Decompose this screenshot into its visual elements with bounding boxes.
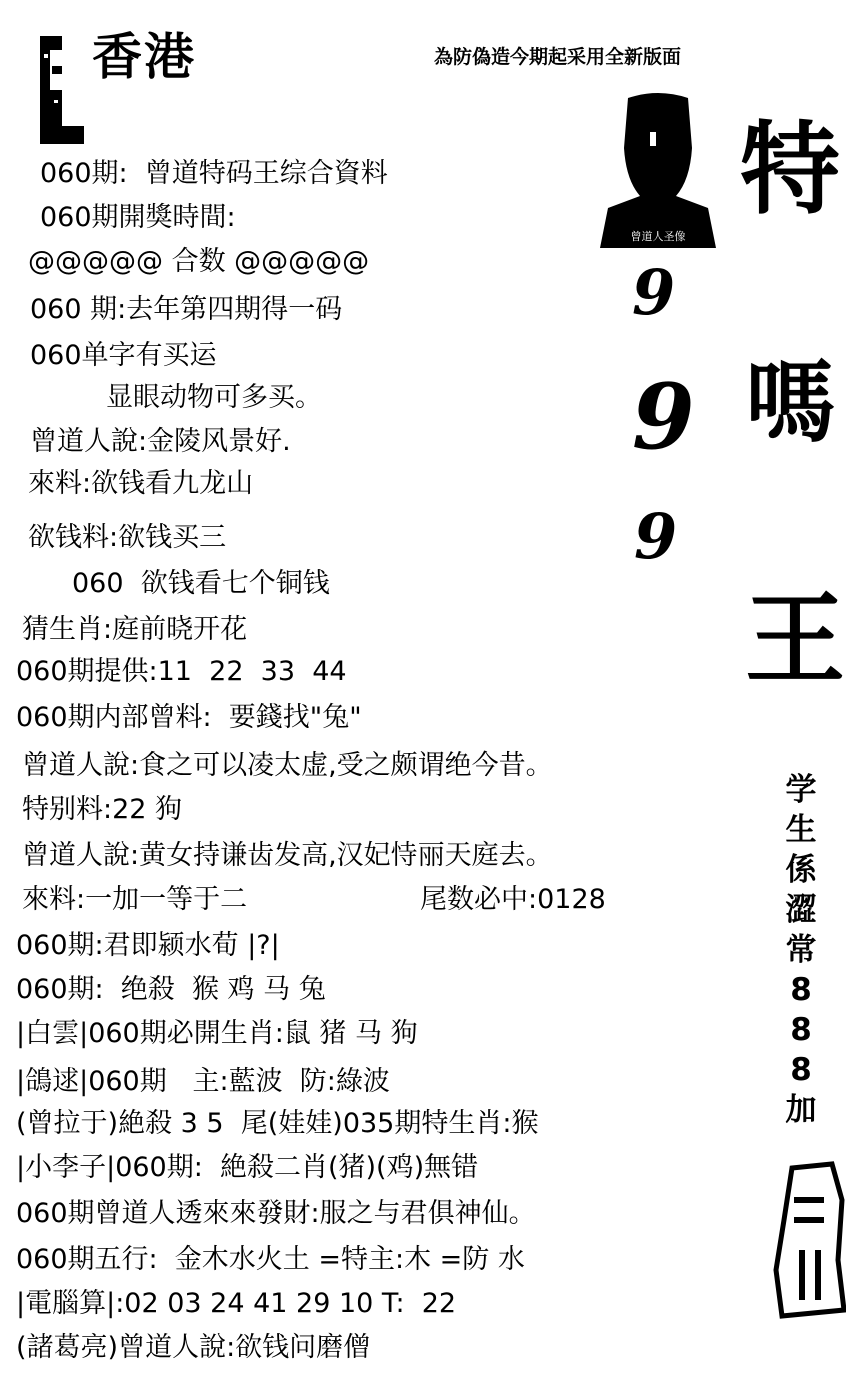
number-nine-1: 9 xyxy=(632,256,676,329)
text-line: 060期内部曾料: 要錢找"兔" xyxy=(16,702,362,733)
number-nine-3: 9 xyxy=(634,500,678,573)
big-char-2: 嗎 xyxy=(745,350,835,455)
vertical-char: 8 xyxy=(790,1052,812,1088)
text-line: 060期: 曾道特码王综合資料 xyxy=(40,158,388,189)
text-line: |鴿逑|060期 主:藍波 防:綠波 xyxy=(16,1066,390,1097)
text-line: 尾数必中:0128 xyxy=(420,884,606,915)
text-line: 來料:欲钱看九龙山 xyxy=(28,468,254,499)
text-line: 曾道人說:金陵风景好. xyxy=(30,426,291,457)
text-line: 060单字有买运 xyxy=(30,340,217,371)
logo-mark xyxy=(38,30,88,150)
text-line: |小李子|060期: 絶殺二肖(猪)(鸡)無错 xyxy=(16,1152,479,1183)
vertical-char: 学 xyxy=(785,772,817,808)
text-line: 060 欲钱看七个铜钱 xyxy=(72,568,330,599)
text-line: 060期:君即颍水荀 |?| xyxy=(16,930,280,961)
text-line: (諸葛亮)曾道人說:欲钱问磨僧 xyxy=(16,1332,371,1363)
vertical-char: 8 xyxy=(790,972,812,1008)
text-line: 060 期:去年第四期得一码 xyxy=(30,294,343,325)
text-line: 显眼动物可多买。 xyxy=(106,382,322,413)
vertical-char: 生 xyxy=(785,812,817,848)
text-line: 曾道人說:食之可以凌太虚,受之颇谓绝今昔。 xyxy=(22,750,553,781)
vertical-char: 加 xyxy=(785,1092,817,1128)
portrait-caption: 曾道人圣像 xyxy=(630,230,686,243)
vertical-char: 8 xyxy=(790,1012,812,1048)
page-title: 香港 xyxy=(92,28,196,86)
text-line: 060期五行: 金木水火土 =特主:木 =防 水 xyxy=(16,1244,525,1275)
text-line: 060期: 绝殺 猴 鸡 马 兔 xyxy=(16,974,326,1005)
text-line: 欲钱料:欲钱买三 xyxy=(28,522,227,553)
big-char-1: 特 xyxy=(740,111,840,228)
seal-stamp xyxy=(772,1160,846,1320)
text-line: 060期曾道人透來來發財:服之与君俱神仙。 xyxy=(16,1198,536,1229)
portrait-image xyxy=(598,88,718,248)
vertical-char: 常 xyxy=(785,932,817,968)
text-line: @@@@@ 合数 @@@@@ xyxy=(28,246,370,277)
vertical-char: 澀 xyxy=(785,892,817,928)
text-line: 猜生肖:庭前晓开花 xyxy=(22,614,248,645)
number-nine-2: 9 xyxy=(632,364,695,470)
text-line: 特别料:22 狗 xyxy=(22,794,183,825)
text-line: 060期提供:11 22 33 44 xyxy=(16,656,347,687)
text-line: 曾道人說:黄女持谦齿发高,汉妃恃丽天庭去。 xyxy=(22,840,553,871)
header-note: 為防偽造今期起采用全新版面 xyxy=(434,46,682,68)
vertical-char: 係 xyxy=(785,852,817,888)
vertical-text xyxy=(776,770,826,1130)
big-char-3: 王 xyxy=(745,581,845,698)
text-line: |白雲|060期必開生肖:鼠 猪 马 狗 xyxy=(16,1018,418,1049)
text-line: (曾拉于)絶殺 3 5 尾(娃娃)035期特生肖:猴 xyxy=(16,1108,539,1139)
text-line: 060期開獎時間: xyxy=(40,202,236,233)
text-line: 來料:一加一等于二 xyxy=(22,884,248,915)
text-line: |電腦算|:02 03 24 41 29 10 T: 22 xyxy=(16,1288,457,1319)
